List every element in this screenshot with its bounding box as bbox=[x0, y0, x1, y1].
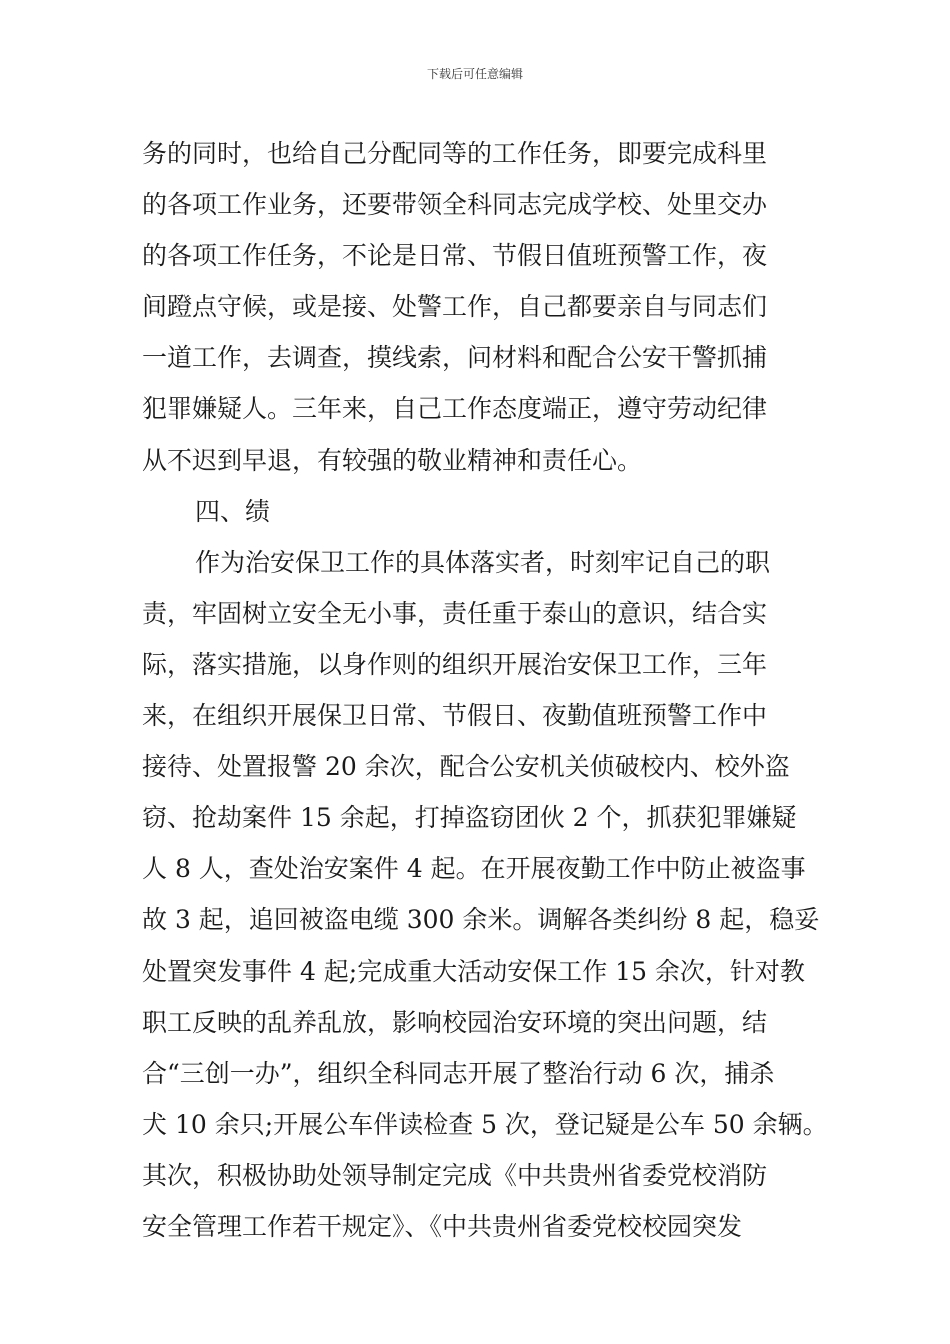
text-line: 其次，积极协助处领导制定完成《中共贵州省委党校消防 bbox=[142, 1160, 768, 1190]
text-line: 安全管理工作若干规定》、《中共贵州省委党校校园突发 bbox=[142, 1211, 743, 1241]
text-line: 际，落实措施，以身作则的组织开展治安保卫工作，三年 bbox=[142, 649, 768, 679]
text-line: 故 3 起，追回被盗电缆 300 余米。调解各类纠纷 8 起，稳妥 bbox=[142, 905, 820, 935]
text-line: 的各项工作业务，还要带领全科同志完成学校、处里交办 bbox=[142, 190, 768, 220]
text-line: 窃、抢劫案件 15 余起，打掉盗窃团伙 2 个，抓获犯罪嫌疑 bbox=[142, 803, 797, 833]
text-line: 职工反映的乱养乱放，影响校园治安环境的突出问题，结 bbox=[142, 1007, 768, 1037]
document-body bbox=[142, 128, 832, 1252]
text-line: 从不迟到早退，有较强的敬业精神和责任心。 bbox=[142, 445, 643, 475]
page-header: 下载后可任意编辑 bbox=[426, 67, 523, 81]
text-line: 合“三创一办”，组织全科同志开展了整治行动 6 次，捕杀 bbox=[142, 1058, 775, 1088]
text-line: 务的同时，也给自己分配同等的工作任务，即要完成科里 bbox=[142, 139, 768, 168]
text-line: 处置突发事件 4 起;完成重大活动安保工作 15 余次，针对教 bbox=[142, 956, 805, 986]
paragraph-first-line: 作为治安保卫工作的具体落实者，时刻牢记自己的职 bbox=[195, 547, 771, 577]
text-line: 一道工作，去调查，摸线索，问材料和配合公安干警抓捕 bbox=[142, 343, 768, 373]
text-line: 犯罪嫌疑人。三年来，自己工作态度端正，遵守劳动纪律 bbox=[142, 394, 768, 424]
text-line: 犬 10 余只;开展公车伴读检查 5 次，登记疑是公车 50 余辆。 bbox=[142, 1109, 828, 1139]
text-line: 的各项工作任务，不论是日常、节假日值班预警工作，夜 bbox=[142, 241, 768, 271]
text-line: 间蹬点守候，或是接、处警工作，自己都要亲自与同志们 bbox=[142, 292, 768, 322]
text-line: 人 8 人，查处治安案件 4 起。在开展夜勤工作中防止被盗事 bbox=[142, 854, 806, 884]
text-line: 责，牢固树立安全无小事，责任重于泰山的意识，结合实 bbox=[142, 598, 768, 628]
text-line: 来，在组织开展保卫日常、节假日、夜勤值班预警工作中 bbox=[142, 701, 768, 731]
text-line: 接待、处置报警 20 余次，配合公安机关侦破校内、校外盗 bbox=[142, 752, 790, 782]
section-heading: 四、绩 bbox=[195, 496, 271, 526]
